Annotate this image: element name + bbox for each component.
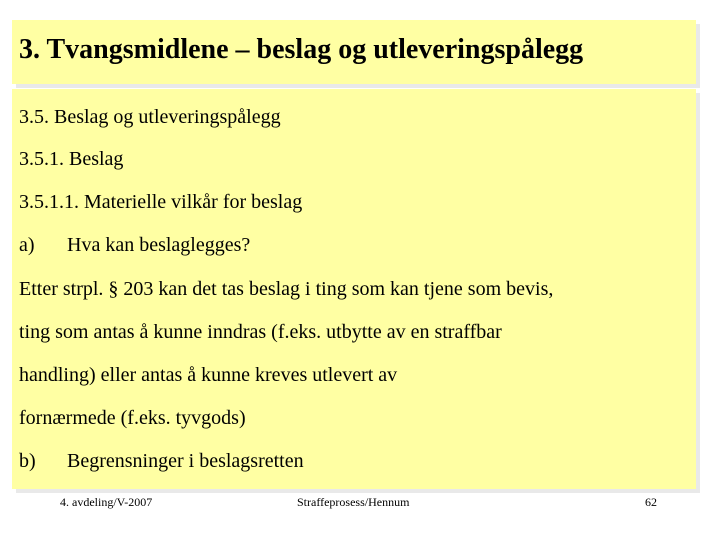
list-item-a [19, 234, 250, 257]
list-item-a-text: Hva kan beslaglegges? [67, 234, 251, 256]
heading-3-5-1-1: 3.5.1.1. Materielle vilkår for beslag [19, 191, 303, 213]
list-item-b [19, 450, 304, 473]
content-box [12, 89, 696, 489]
paragraph-line-4: fornærmede (f.eks. tyvgods) [19, 407, 246, 429]
footer-page-number: 62 [645, 495, 657, 509]
slide-title: 3. Tvangsmidlene – beslag og utleveringspålegg [19, 34, 584, 65]
list-marker-a: a) [19, 234, 35, 256]
paragraph-line-1: Etter strpl. § 203 kan det tas beslag i ting som kan tjene som bevis, [19, 278, 554, 300]
list-item-b-text: Begrensninger i beslagsretten [67, 450, 304, 472]
title-bar [12, 20, 696, 84]
footer-author: Straffeprosess/Hennum [297, 495, 410, 509]
heading-3-5-1: 3.5.1. Beslag [19, 148, 124, 170]
paragraph-line-3: handling) eller antas å kunne kreves utlevert av [19, 364, 398, 386]
footer-course: 4. avdeling/V-2007 [60, 495, 153, 509]
heading-3-5: 3.5. Beslag og utleveringspålegg [19, 106, 281, 128]
list-marker-b: b) [19, 450, 36, 472]
paragraph-line-2: ting som antas å kunne inndras (f.eks. utbytte av en straffbar [19, 321, 502, 343]
